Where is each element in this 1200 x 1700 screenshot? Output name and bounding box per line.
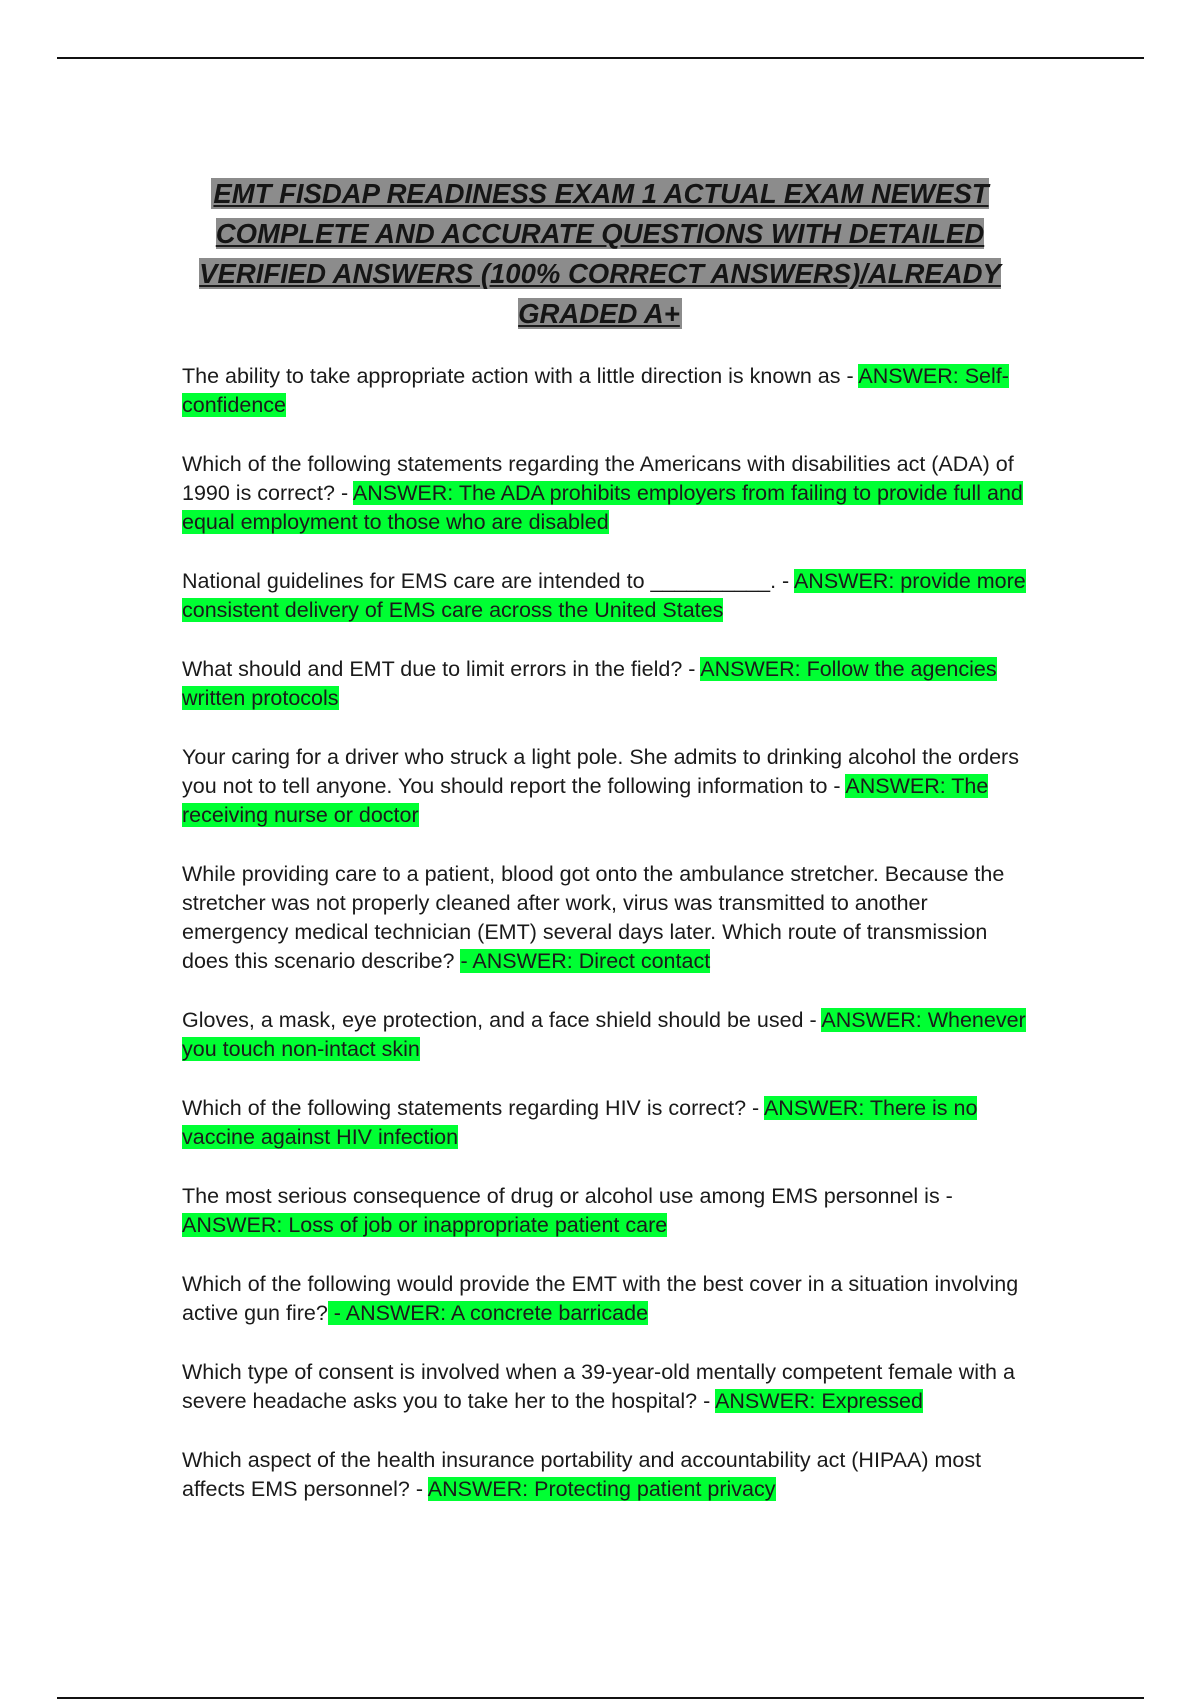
answer-text: - ANSWER: Direct contact xyxy=(460,949,711,973)
question-text: Your caring for a driver who struck a light pole. She admits to drinking alcohol the orders you not to tell anyone. You should report the following information to - xyxy=(182,745,1019,798)
qa-item xyxy=(182,1358,1027,1416)
answer-text: ANSWER: Whenever you touch non-intact skin xyxy=(182,1008,1026,1061)
qa-item xyxy=(182,655,1027,713)
answer-text: ANSWER: Follow the agencies written protocols xyxy=(182,657,997,710)
qa-item xyxy=(182,1446,1027,1504)
question-text: What should and EMT due to limit errors in the field? - xyxy=(182,657,701,681)
question-text: While providing care to a patient, blood got onto the ambulance stretcher. Because the stretcher was not properly cleaned after work, virus was transmitted to another emergency medical technician (EMT) several days later. Which route of transmission does this scenario describe? xyxy=(182,862,1005,973)
question-text: Which of the following would provide the EMT with the best cover in a situation involving active gun fire? xyxy=(182,1272,1019,1325)
answer-text: ANSWER: The ADA prohibits employers from failing to provide full and equal employment to those who are disabled xyxy=(182,481,1023,534)
qa-list xyxy=(182,362,1027,1534)
footer-rule xyxy=(57,1697,1144,1699)
question-text: Which type of consent is involved when a 39-year-old mentally competent female with a severe headache asks you to take her to the hospital? - xyxy=(182,1360,1015,1413)
qa-item xyxy=(182,1006,1027,1064)
qa-item xyxy=(182,743,1027,830)
answer-text: ANSWER: Loss of job or inappropriate patient care xyxy=(182,1213,668,1237)
qa-item xyxy=(182,567,1027,625)
qa-item xyxy=(182,1094,1027,1152)
qa-item xyxy=(182,1182,1027,1240)
question-text: The ability to take appropriate action with a little direction is known as - xyxy=(182,364,859,388)
answer-text: ANSWER: Expressed xyxy=(715,1389,923,1413)
question-text: The most serious consequence of drug or alcohol use among EMS personnel is - xyxy=(182,1184,953,1208)
answer-text: ANSWER: Self-confidence xyxy=(182,364,1009,417)
answer-text: ANSWER: The receiving nurse or doctor xyxy=(182,774,989,827)
answer-text: ANSWER: There is no vaccine against HIV infection xyxy=(182,1096,978,1149)
qa-item xyxy=(182,362,1027,420)
answer-text: ANSWER: Protecting patient privacy xyxy=(427,1477,776,1501)
header-rule xyxy=(57,57,1144,59)
question-text: Gloves, a mask, eye protection, and a face shield should be used - xyxy=(182,1008,822,1032)
answer-text: - ANSWER: A concrete barricade xyxy=(327,1301,649,1325)
answer-text: ANSWER: provide more consistent delivery of EMS care across the United States xyxy=(182,569,1026,622)
question-text: Which of the following statements regarding the Americans with disabilities act (ADA) of 1990 is correct? - xyxy=(182,452,1014,505)
document-title-text: EMT FISDAP READINESS EXAM 1 ACTUAL EXAM NEWEST COMPLETE AND ACCURATE QUESTIONS WITH DETAILED VERIFIED ANSWERS (100% CORRECT ANSWERS)/ALREADY GRADED A+ xyxy=(199,178,1001,329)
question-text: Which of the following statements regarding HIV is correct? - xyxy=(182,1096,764,1120)
question-text: National guidelines for EMS care are intended to __________. - xyxy=(182,569,794,593)
qa-item xyxy=(182,860,1027,976)
document-title xyxy=(170,174,1030,334)
question-text: Which aspect of the health insurance portability and accountability act (HIPAA) most affects EMS personnel? - xyxy=(182,1448,982,1501)
qa-item xyxy=(182,450,1027,537)
qa-item xyxy=(182,1270,1027,1328)
